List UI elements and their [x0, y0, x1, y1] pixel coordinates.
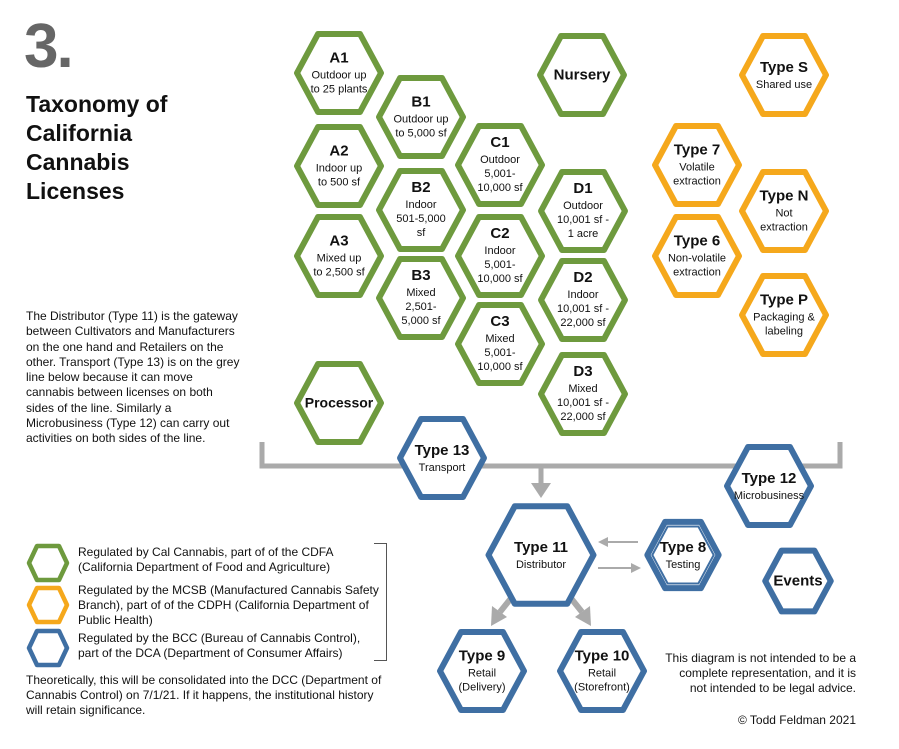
title-line: California — [26, 120, 133, 146]
license-hex-type-9 — [440, 632, 524, 710]
hex-title: C1 — [490, 134, 510, 151]
disclaimer: This diagram is not intended to be a complete representation, and it is not intended to be legal advice. — [665, 651, 856, 695]
license-hex-processor — [297, 364, 381, 442]
legend-blue-hex-icon — [26, 628, 70, 668]
license-hex-type-12 — [727, 447, 811, 525]
title-line: Licenses — [26, 178, 125, 204]
hex-subtitle-line: Mixed — [406, 287, 436, 299]
license-hex-events — [765, 551, 831, 612]
hex-subtitle-line: Transport — [418, 462, 466, 474]
license-hex-nursery — [540, 36, 624, 114]
license-hex-type-11 — [489, 506, 594, 604]
distributor-description: The Distributor (Type 11) is the gateway between Cultivators and Manufacturers on the one hand and Retailers on the other. Transport (Type 13) is on the grey line below because it can move cannabis between licenses on both sides of the line. Similarly a Microbusiness (Type 12) can carry out activities on both sides of the line. — [26, 309, 240, 446]
hex-title: Processor — [304, 394, 374, 411]
hex-title: Type 10 — [574, 647, 630, 665]
hex-title: B3 — [411, 267, 431, 284]
hex-subtitle-line: Distributor — [515, 559, 567, 571]
hex-subtitle-line: Volatile — [679, 161, 715, 174]
hex-title: Type 6 — [673, 232, 721, 250]
license-hex-d3 — [541, 355, 625, 433]
hex-title: C3 — [490, 313, 510, 330]
hex-subtitle-line: Indoor — [484, 245, 516, 257]
hex-title: B2 — [411, 179, 431, 196]
hex-subtitle-line: Outdoor — [480, 154, 520, 166]
legend-cdfa-text: Regulated by Cal Cannabis, part of of the CDFA (California Department of Food and Agriculture) — [78, 545, 333, 574]
hex-subtitle-line: to 25 plants — [310, 83, 368, 96]
hex-title: A1 — [329, 49, 349, 67]
hex-subtitle-line: 22,000 sf — [560, 411, 606, 423]
hex-title: Type 12 — [741, 470, 797, 487]
hex-subtitle-line: 10,000 sf — [477, 273, 523, 285]
legend-cdph-text: Regulated by the MCSB (Manufactured Cannabis Safety Branch), part of of the CDPH (California Department of Public Health) — [78, 583, 379, 627]
hex-subtitle-line: Mixed — [485, 333, 515, 345]
hex-subtitle-line: Mixed — [568, 383, 598, 395]
hex-title: D2 — [573, 269, 593, 286]
gateway-down-arrow-head — [531, 483, 551, 498]
hex-subtitle-line: (Delivery) — [458, 681, 506, 694]
hex-subtitle-line: Outdoor up — [393, 113, 449, 126]
legend-green-hex-icon — [26, 543, 70, 583]
section-number: 3. — [24, 12, 72, 81]
hex-subtitle-line: extraction — [760, 221, 808, 234]
hex-subtitle-line: Testing — [665, 559, 701, 571]
hex-subtitle-line: 10,001 sf - — [557, 303, 609, 315]
license-hex-c2 — [458, 217, 542, 295]
license-hex-type-s — [742, 36, 826, 114]
legend-bracket — [374, 543, 387, 661]
hex-subtitle-line: Non-volatile — [667, 252, 727, 265]
hex-subtitle-line: 22,000 sf — [560, 317, 606, 329]
legend-dca-text: Regulated by the BCC (Bureau of Cannabis Control), part of the DCA (Department of Consumer Affairs) — [78, 631, 361, 660]
hex-subtitle-line: Indoor — [405, 199, 437, 211]
hex-subtitle-line: 5,001- — [484, 259, 516, 271]
license-hex-type-13 — [400, 419, 484, 497]
hex-title: Type P — [759, 291, 809, 309]
hex-subtitle-line: 5,001- — [484, 168, 516, 180]
hex-subtitle-line: extraction — [673, 175, 721, 188]
hex-subtitle-line: 10,000 sf — [477, 182, 523, 194]
testing-arrow-in-head — [598, 537, 608, 547]
hex-subtitle-line: 501-5,000 — [396, 213, 446, 225]
hex-subtitle-line: 5,001- — [484, 347, 516, 359]
hex-title: B1 — [411, 93, 431, 111]
hex-subtitle-line: to 500 sf — [317, 176, 361, 189]
license-hex-type-8 — [647, 522, 718, 588]
hex-subtitle-line: 10,000 sf — [477, 361, 523, 373]
hex-subtitle-line: Retail — [587, 667, 617, 680]
hex-title: A3 — [329, 232, 349, 250]
hex-title: D1 — [573, 180, 593, 197]
title-line: Taxonomy of — [26, 91, 168, 117]
hex-subtitle-line: (Storefront) — [574, 681, 630, 694]
license-hex-type-p — [742, 276, 826, 354]
hex-title: Type 7 — [673, 141, 721, 159]
license-hex-type-6 — [655, 217, 739, 295]
legend-orange-hex-icon — [26, 585, 70, 625]
testing-arrow-out-head — [631, 563, 641, 573]
hex-subtitle-line: 1 acre — [567, 228, 599, 240]
license-hex-a1 — [297, 34, 381, 112]
hex-title: D3 — [573, 363, 593, 380]
copyright: © Todd Feldman 2021 — [737, 713, 856, 727]
hex-subtitle-line: 10,001 sf - — [557, 214, 609, 226]
license-hex-d1 — [541, 172, 625, 250]
hex-subtitle-line: Not — [775, 207, 793, 220]
hex-title: Type 13 — [414, 442, 470, 459]
hex-subtitle-line: Outdoor up — [311, 69, 367, 82]
license-hex-a3 — [297, 217, 381, 295]
hex-subtitle-line: Mixed up — [316, 252, 362, 265]
hex-subtitle-line: Indoor — [567, 289, 599, 301]
hex-title: Type 11 — [514, 539, 568, 556]
license-hex-d2 — [541, 261, 625, 339]
hex-subtitle-line: Microbusiness — [733, 490, 805, 502]
hex-subtitle-line: Retail — [467, 667, 497, 680]
hex-subtitle-line: 10,001 sf - — [557, 397, 609, 409]
hex-title: Type S — [759, 59, 809, 76]
license-hex-a2 — [297, 127, 381, 205]
license-hex-type-7 — [655, 126, 739, 204]
hex-subtitle-line: to 2,500 sf — [313, 266, 365, 279]
hex-subtitle-line: to 5,000 sf — [395, 127, 447, 140]
license-hex-b1 — [379, 78, 463, 156]
hex-title: Type N — [759, 187, 809, 205]
hex-title: A2 — [329, 142, 349, 160]
hex-subtitle-line: Outdoor — [563, 200, 603, 212]
hex-subtitle-line: Indoor up — [315, 162, 363, 175]
hex-subtitle-line: labeling — [765, 325, 803, 338]
license-hex-type-n — [742, 172, 826, 250]
hex-subtitle-line: extraction — [673, 266, 721, 279]
license-hex-b3 — [379, 259, 463, 337]
hex-subtitle-line: Shared use — [755, 79, 813, 91]
title-line: Cannabis — [26, 149, 130, 175]
license-hex-b2 — [379, 171, 463, 249]
license-hex-type-10 — [560, 632, 644, 710]
hex-subtitle-line: Packaging & — [753, 311, 815, 324]
hex-subtitle-line: sf — [416, 227, 426, 239]
consolidation-note: Theoretically, this will be consolidated into the DCC (Department of Cannabis Control) on 7/1/21. If it happens, the institutional history will retain significance. — [26, 673, 382, 717]
hex-title: Type 9 — [458, 647, 506, 665]
hex-title: Events — [773, 572, 823, 590]
hex-subtitle-line: 5,000 sf — [401, 315, 441, 327]
license-hex-c3 — [458, 305, 542, 383]
hex-subtitle-line: 2,501- — [405, 301, 437, 313]
license-hex-c1 — [458, 126, 542, 204]
hex-title: C2 — [490, 225, 510, 242]
hex-title: Type 8 — [659, 539, 707, 556]
hex-title: Nursery — [553, 66, 611, 84]
